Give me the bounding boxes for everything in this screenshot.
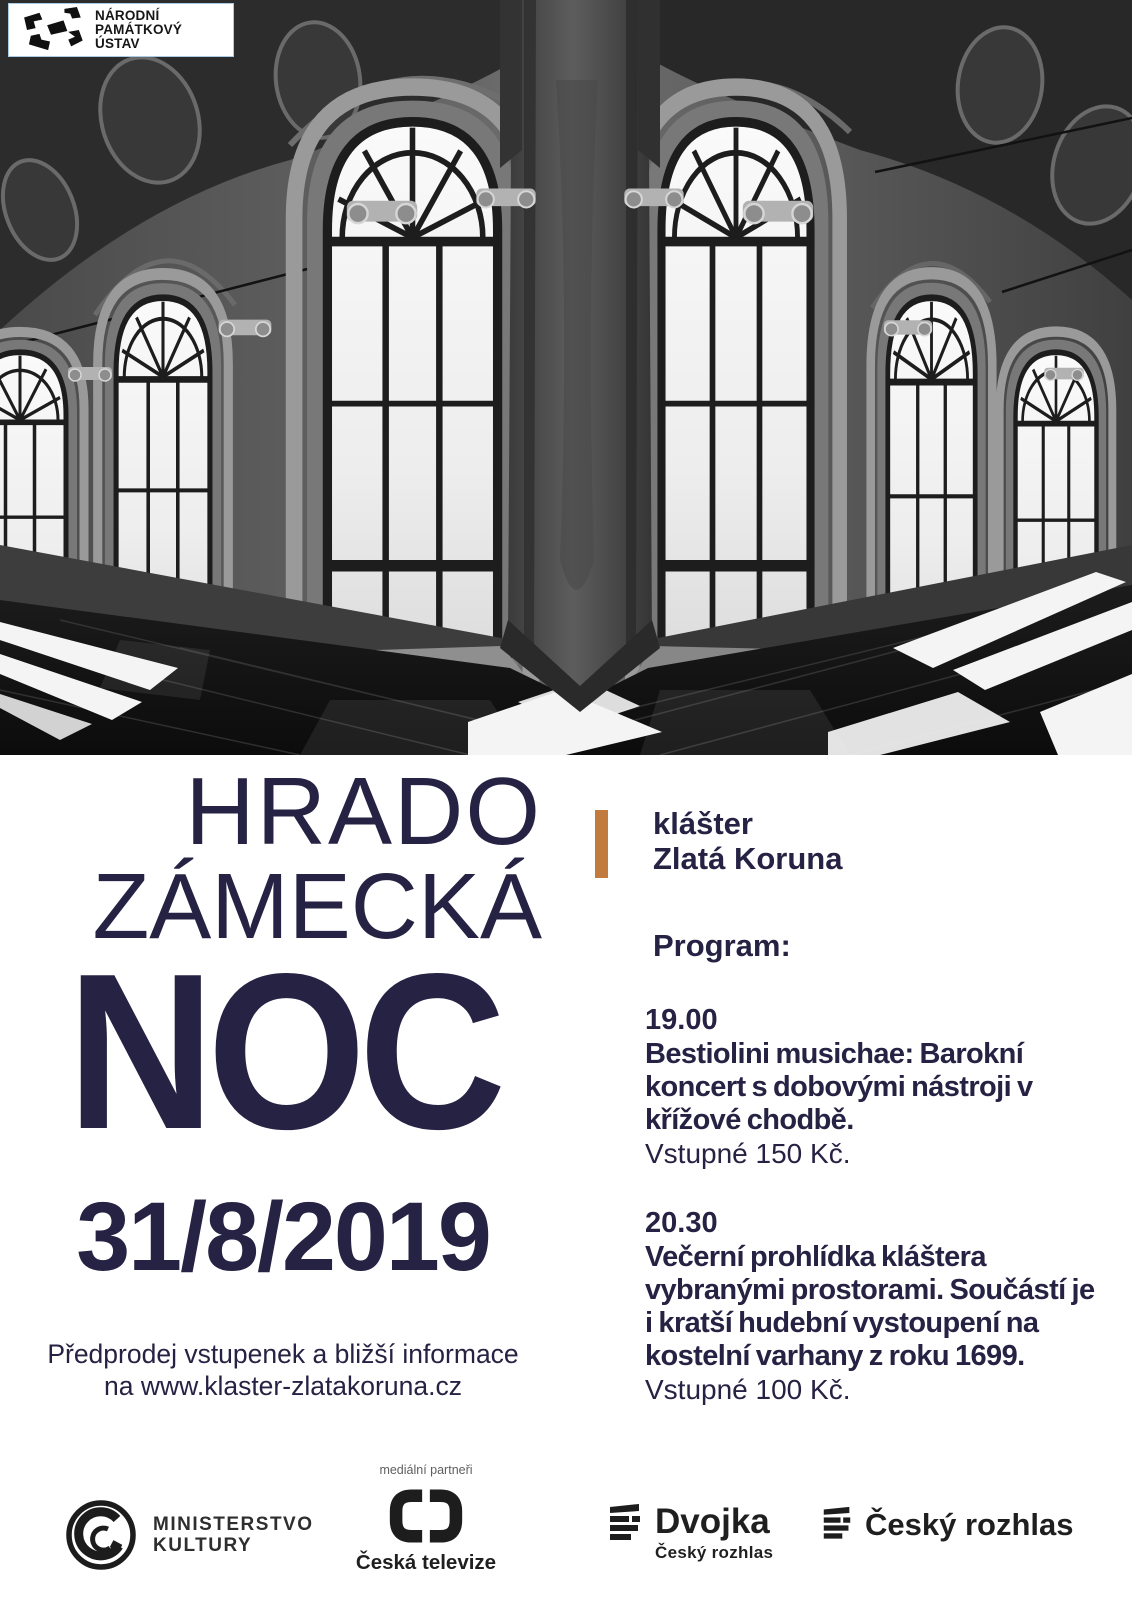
ministry-line1: MINISTERSTVO bbox=[153, 1513, 314, 1535]
npu-line1: NÁRODNÍ bbox=[95, 8, 160, 23]
monastery-interior-illustration bbox=[0, 0, 1132, 755]
venue-name bbox=[653, 806, 842, 878]
program-heading: Program: bbox=[653, 928, 791, 963]
program-1-price: Vstupné 150 Kč. bbox=[645, 1138, 851, 1169]
media-partners-label: mediální partneři bbox=[379, 1463, 473, 1477]
npu-logo-text bbox=[95, 9, 182, 51]
program-1-time: 19.00 bbox=[645, 1004, 718, 1036]
dvojka-subtitle: Český rozhlas bbox=[655, 1543, 774, 1562]
cesky-rozhlas-logo bbox=[822, 1506, 1074, 1543]
program-2-description: Večerní prohlídka kláštera vybranými prostorami. Součástí je i kratší hudební vystoupení na kostelní varhany z roku 1699. bbox=[645, 1241, 1095, 1372]
program-2-price: Vstupné 100 Kč. bbox=[645, 1374, 851, 1405]
venue-line2: Zlatá Koruna bbox=[653, 841, 843, 876]
presale-info bbox=[0, 1338, 566, 1402]
venue-block bbox=[595, 806, 842, 878]
dvojka-name: Dvojka bbox=[655, 1502, 770, 1541]
event-date: 31/8/2019 bbox=[76, 1182, 490, 1291]
program-2-time: 20.30 bbox=[645, 1207, 718, 1239]
ministry-of-culture-logo bbox=[64, 1498, 314, 1572]
cesky-rozhlas-name: Český rozhlas bbox=[865, 1506, 1074, 1542]
npu-logo bbox=[8, 3, 234, 57]
program-item-1 bbox=[645, 1003, 1107, 1171]
ministry-logo-icon bbox=[64, 1498, 138, 1572]
presale-line2: na www.klaster-zlatakoruna.cz bbox=[104, 1371, 462, 1401]
dvojka-text bbox=[655, 1504, 773, 1563]
program-item-2 bbox=[645, 1206, 1107, 1407]
title-line-zamecka: ZÁMECKÁ bbox=[92, 854, 542, 958]
npu-mark-icon bbox=[15, 6, 87, 54]
monastery-photo bbox=[0, 0, 1132, 755]
npu-line3: ÚSTAV bbox=[95, 36, 140, 51]
orange-accent-bar bbox=[595, 810, 608, 878]
czech-radio-bars-icon bbox=[822, 1506, 852, 1543]
ceska-televize-icon bbox=[386, 1489, 466, 1543]
ceska-televize-logo bbox=[330, 1489, 522, 1575]
presale-line1: Předprodej vstupenek a bližší informace bbox=[47, 1339, 519, 1369]
ceska-televize-name: Česká televize bbox=[355, 1551, 497, 1574]
ministry-line2: KULTURY bbox=[153, 1535, 253, 1556]
program-1-description: Bestiolini musichae: Barokní koncert s dobovými nástroji v křížové chodbě. bbox=[645, 1038, 1033, 1136]
venue-line1: klášter bbox=[653, 806, 753, 841]
czech-radio-bars-icon bbox=[608, 1504, 642, 1544]
ministry-logo-text bbox=[153, 1514, 314, 1557]
dvojka-logo bbox=[608, 1504, 773, 1563]
title-line-hrado: HRADO bbox=[185, 758, 542, 865]
title-line-noc: NOC bbox=[67, 928, 499, 1176]
npu-line2: PAMÁTKOVÝ bbox=[95, 22, 183, 37]
